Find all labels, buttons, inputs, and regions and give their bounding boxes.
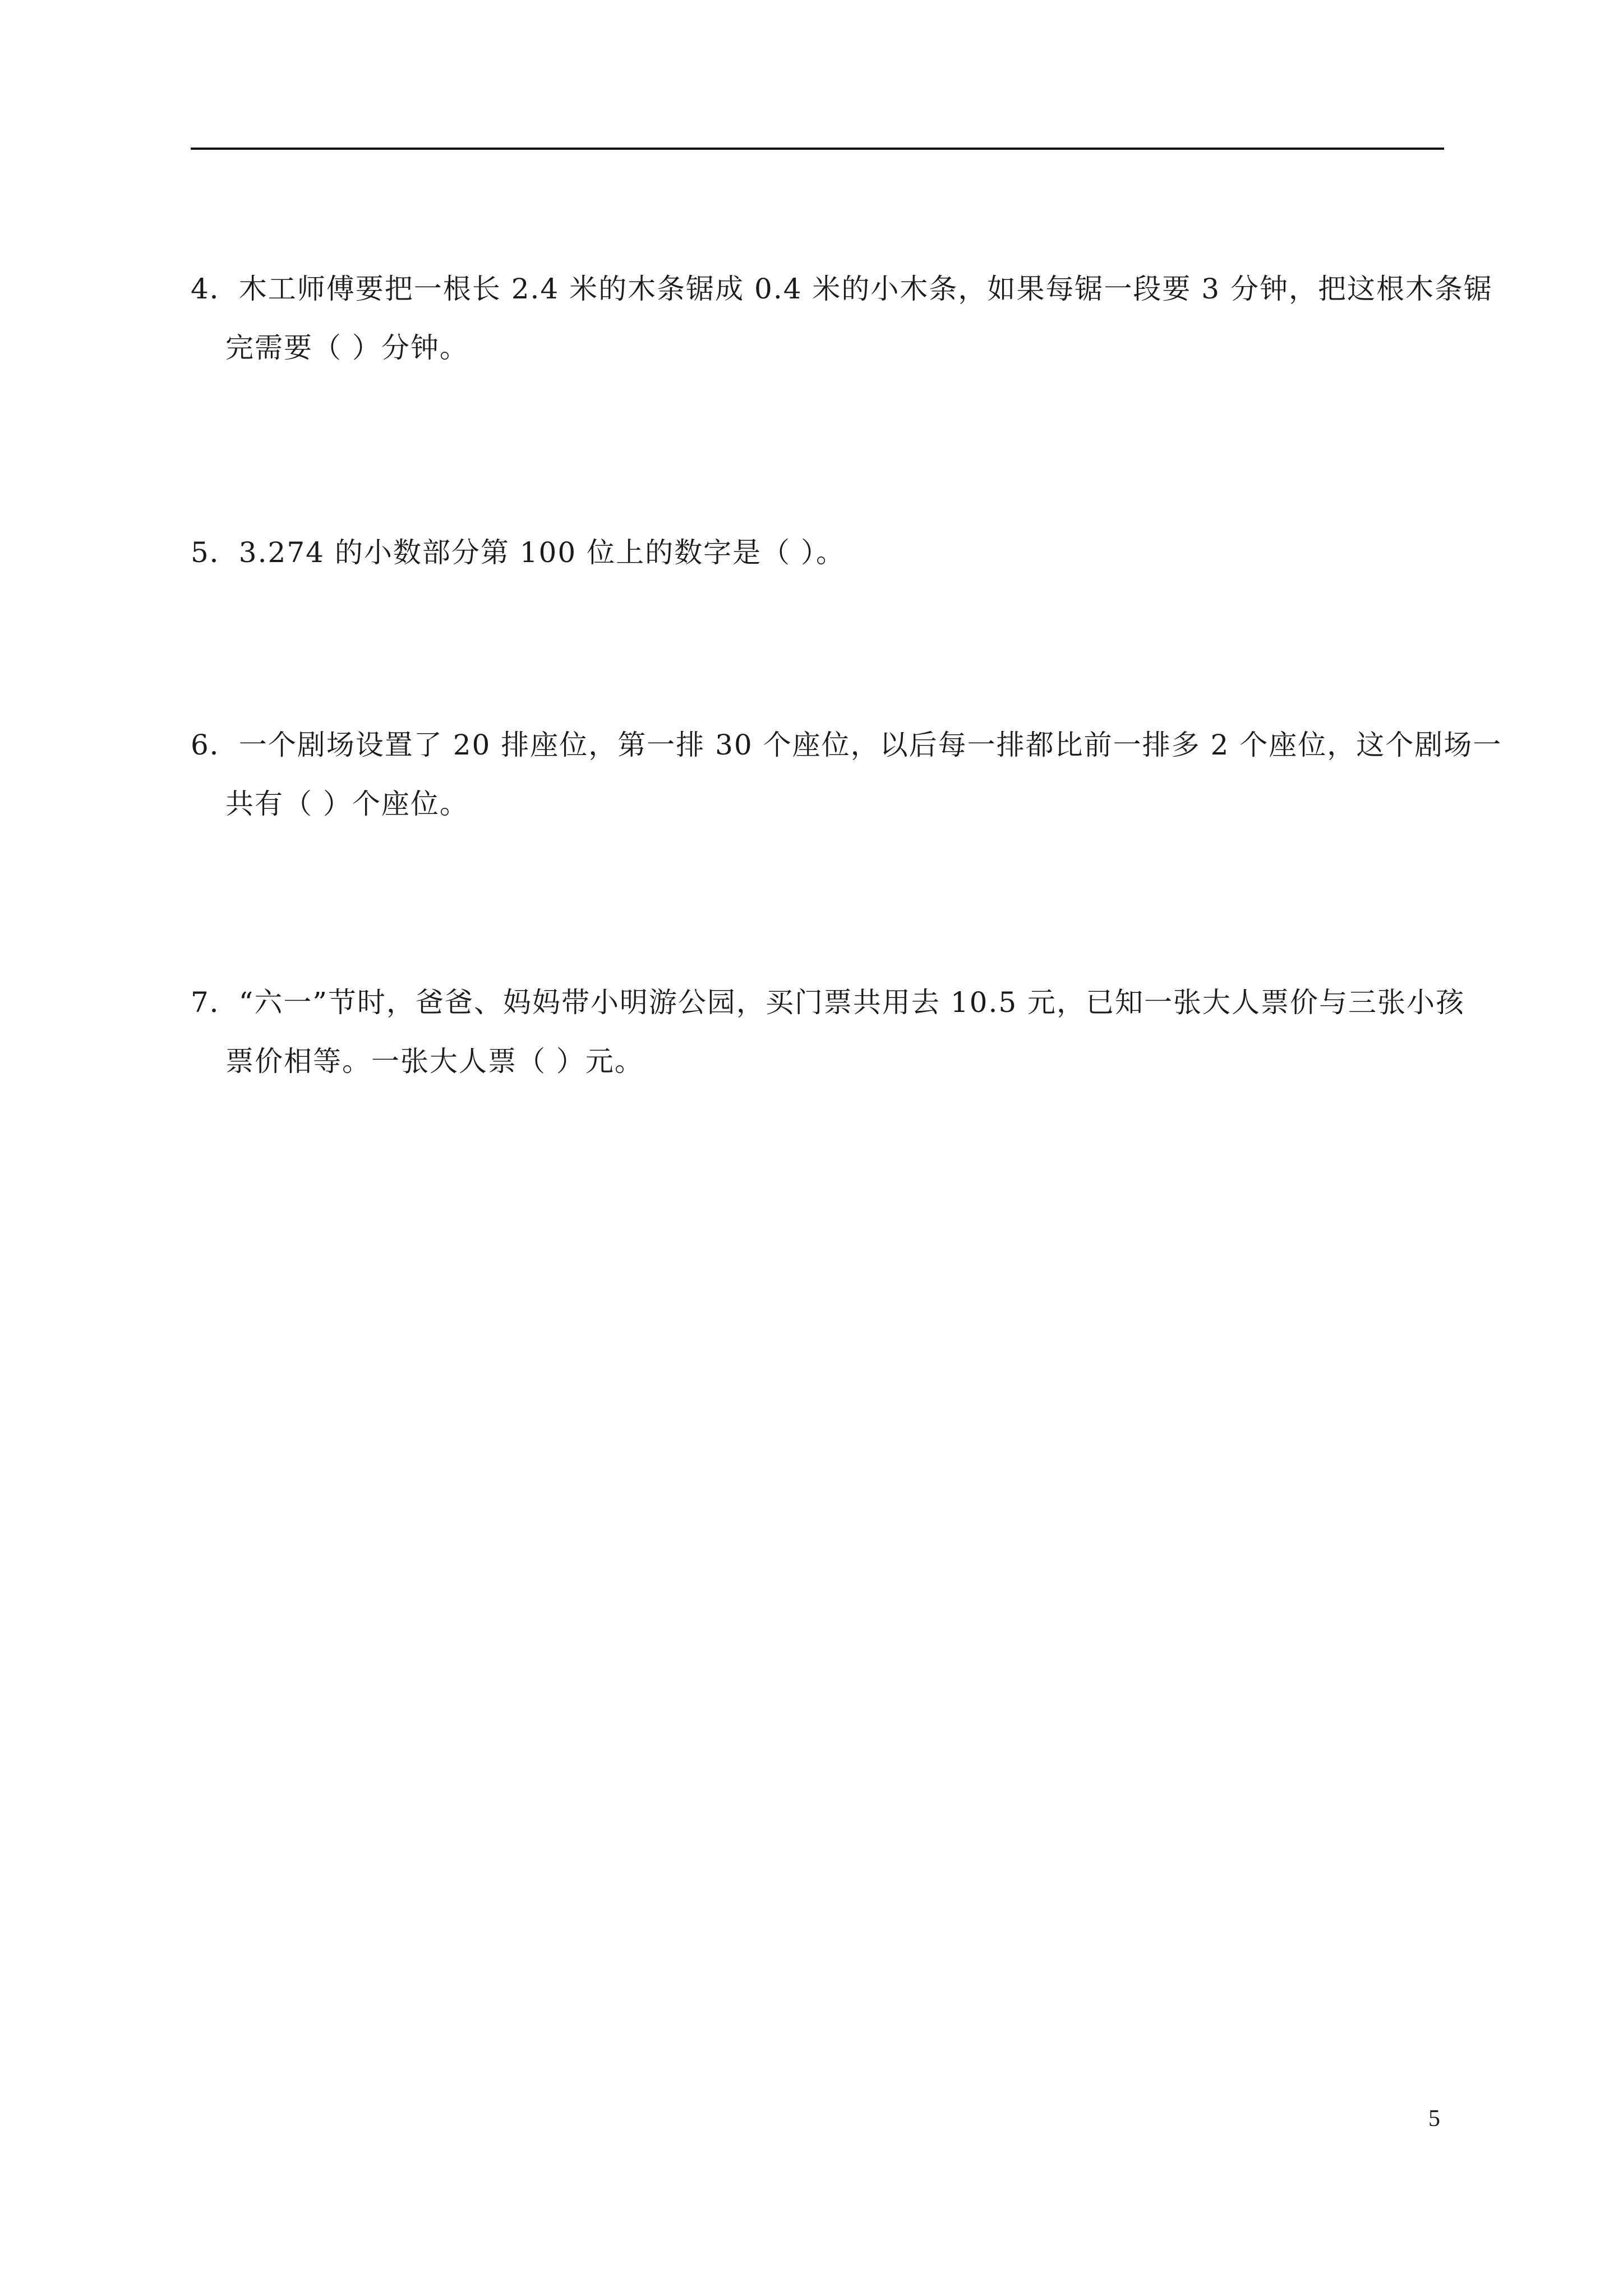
question-7-line-2: 票价相等。一张大人票（ ）元。 xyxy=(225,1045,644,1078)
question-4-line-1: 4．木工师傅要把一根长 2.4 米的木条锯成 0.4 米的小木条，如果每锯一段要 3 分钟，把这根木条锯 xyxy=(191,273,1493,305)
question-7-line-1: 7．“六一”节时，爸爸、妈妈带小明游公园，买门票共用去 10.5 元，已知一张大人票价与三张小孩 xyxy=(191,986,1465,1019)
header-rule xyxy=(191,148,1444,150)
question-6-line-1: 6．一个剧场设置了 20 排座位，第一排 30 个座位，以后每一排都比前一排多 2 个座位，这个剧场一 xyxy=(191,729,1502,761)
question-4-line-2: 完需要（ ）分钟。 xyxy=(225,332,469,364)
question-5-line-1: 5．3.274 的小数部分第 100 位上的数字是（ ）。 xyxy=(191,536,845,569)
page-number: 5 xyxy=(1428,2106,1440,2132)
question-6-line-2: 共有（ ）个座位。 xyxy=(225,788,469,820)
